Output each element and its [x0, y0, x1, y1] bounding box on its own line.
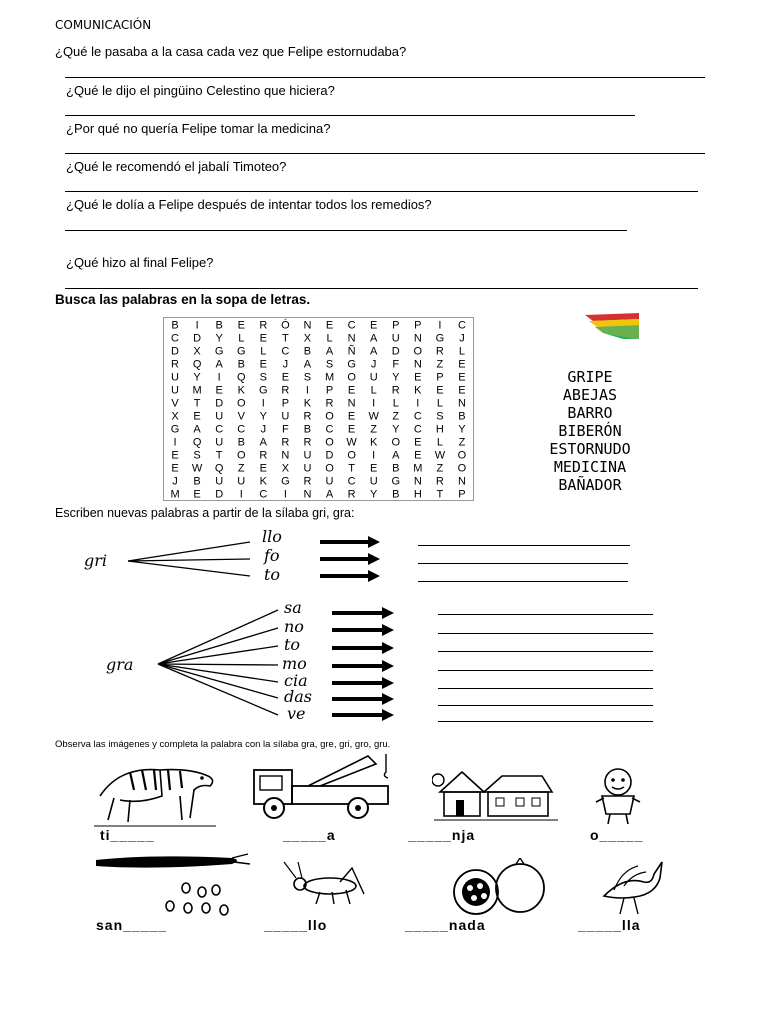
pomegranate-icon — [442, 858, 554, 918]
wordsearch-letter[interactable]: R — [435, 345, 444, 358]
wordsearch-letter[interactable]: K — [259, 475, 267, 488]
wordsearch-letter[interactable]: N — [457, 397, 466, 410]
ogre-icon — [588, 766, 648, 826]
question-2: ¿Qué le dijo el pingüino Celestino que hiciera? — [66, 83, 335, 98]
wordsearch-letter[interactable]: E — [171, 462, 179, 475]
gra-answer-line[interactable] — [438, 614, 653, 615]
wordsearch-letter[interactable]: S — [303, 371, 312, 384]
wordsearch-letter[interactable]: R — [259, 449, 268, 462]
gri-ending: llo — [262, 527, 282, 546]
wordsearch-letter[interactable]: B — [303, 423, 312, 436]
wordsearch-letter[interactable]: I — [372, 449, 376, 462]
wordsearch-letter[interactable]: U — [303, 449, 312, 462]
wordsearch-letter[interactable]: C — [171, 332, 180, 345]
wordsearch-letter[interactable]: E — [171, 449, 179, 462]
question-5: ¿Qué le dolía a Felipe después de intentar todos los remedios? — [66, 197, 432, 212]
wordsearch-letter[interactable]: U — [171, 384, 180, 397]
word-item: GRIPE — [567, 368, 613, 386]
wordsearch-letter[interactable]: I — [438, 319, 442, 332]
wordsearch-letter[interactable]: P — [392, 319, 400, 332]
wordsearch-letter[interactable]: R — [171, 358, 180, 371]
gra-ending: sa — [284, 598, 302, 617]
fill-word[interactable]: ti_____ — [100, 827, 155, 843]
wordsearch-letter[interactable]: I — [195, 319, 199, 332]
fill-word[interactable]: _____lla — [578, 917, 641, 933]
wordsearch-letter[interactable]: L — [436, 436, 443, 449]
fill-word[interactable]: _____llo — [264, 917, 328, 933]
wordsearch-letter[interactable]: R — [391, 384, 400, 397]
wordsearch-letter[interactable]: D — [391, 345, 400, 358]
wordsearch-letter[interactable]: V — [237, 410, 245, 423]
wordsearch-letter[interactable]: A — [325, 345, 334, 358]
wordsearch-letter[interactable]: G — [259, 384, 268, 397]
wordsearch-letter[interactable]: T — [193, 397, 201, 410]
wordsearch-letter[interactable]: R — [325, 397, 334, 410]
wordsearch-letter[interactable]: P — [325, 384, 334, 397]
wordsearch-letter[interactable]: A — [325, 488, 334, 500]
gra-root: gra — [106, 655, 134, 674]
wordsearch-letter[interactable]: J — [282, 358, 289, 371]
wordsearch-letter[interactable]: Y — [193, 371, 201, 384]
wordsearch-letter[interactable]: Y — [392, 371, 400, 384]
fill-word[interactable]: _____nada — [405, 917, 486, 933]
wordsearch-letter[interactable]: E — [436, 384, 444, 397]
wordsearch-letter[interactable]: X — [193, 345, 201, 358]
wordsearch-letter[interactable]: T — [215, 449, 223, 462]
question-4: ¿Qué le recomendó el jabalí Timoteo? — [66, 159, 287, 174]
fill-word[interactable]: o_____ — [590, 827, 644, 843]
wordsearch-letter[interactable]: C — [413, 410, 422, 423]
wordsearch-letter[interactable]: Y — [458, 423, 466, 436]
wordsearch-letter[interactable]: Z — [458, 436, 466, 449]
wordsearch-letter[interactable]: U — [325, 475, 334, 488]
wordsearch-letter[interactable]: Y — [370, 488, 378, 500]
wordsearch-letter[interactable]: W — [368, 410, 379, 423]
images-instruction: Observa las imágenes y completa la palabra con la sílaba gra, gre, gri, gro, gru. — [55, 739, 391, 750]
wordsearch-letter[interactable]: O — [325, 462, 334, 475]
wordsearch-letter[interactable]: E — [458, 371, 466, 384]
wordsearch-letter[interactable]: I — [305, 384, 309, 397]
gra-ending: das — [284, 687, 312, 706]
wordsearch-letter[interactable]: B — [193, 475, 201, 488]
word-item: BARRO — [567, 404, 613, 422]
gra-ending: cia — [284, 671, 308, 690]
wordsearch-letter[interactable]: W — [191, 462, 203, 475]
page-header: COMUNICACIÓN — [55, 18, 152, 32]
wordsearch-letter[interactable]: F — [392, 358, 400, 371]
wordsearch-letter[interactable]: L — [392, 397, 399, 410]
wordsearch-letter[interactable]: G — [236, 345, 246, 358]
answer-line-6[interactable] — [65, 288, 698, 289]
gra-answer-line[interactable] — [438, 670, 653, 671]
wordsearch-letter[interactable]: G — [435, 332, 445, 345]
wordsearch-letter[interactable]: L — [238, 332, 245, 345]
wordsearch-letter[interactable]: O — [347, 449, 356, 462]
answer-line-4[interactable] — [65, 191, 698, 192]
wordsearch-letter[interactable]: O — [325, 410, 334, 423]
gri-answer-line[interactable] — [418, 545, 630, 546]
gri-answer-line[interactable] — [418, 563, 628, 564]
wordsearch-letter[interactable]: D — [215, 488, 224, 500]
wordsearch-letter[interactable]: R — [303, 436, 312, 449]
wordsearch-letter[interactable]: U — [215, 475, 224, 488]
wordsearch-letter[interactable]: J — [459, 332, 465, 345]
wordsearch-letter[interactable]: E — [193, 410, 201, 423]
gra-answer-line[interactable] — [438, 633, 653, 634]
wordsearch-letter[interactable]: B — [215, 319, 223, 332]
wordsearch-letter[interactable]: M — [324, 371, 335, 384]
wordsearch-letter[interactable]: E — [193, 488, 201, 500]
wordsearch-letter[interactable]: J — [172, 475, 178, 488]
gra-answer-line[interactable] — [438, 721, 653, 722]
fill-word[interactable]: _____nja — [408, 827, 476, 843]
wordsearch-letter[interactable]: N — [457, 475, 466, 488]
wordsearch-letter[interactable]: T — [348, 462, 355, 475]
wordsearch-letter[interactable]: C — [237, 423, 246, 436]
wordsearch-letter[interactable]: L — [326, 332, 333, 345]
wordsearch-letter[interactable]: V — [171, 397, 179, 410]
wordsearch-letter[interactable]: Z — [370, 423, 378, 436]
wordsearch-letter[interactable]: Y — [215, 332, 223, 345]
wordsearch-letter[interactable]: O — [457, 449, 467, 462]
wordsearch-letter[interactable]: B — [392, 488, 400, 500]
wordsearch-letter[interactable]: B — [303, 345, 312, 358]
wordsearch-letter[interactable]: I — [416, 397, 420, 410]
question-6: ¿Qué hizo al final Felipe? — [66, 255, 214, 270]
gra-answer-line[interactable] — [438, 688, 653, 689]
wordsearch-letter[interactable]: Q — [236, 371, 246, 384]
wordsearch-letter[interactable]: P — [436, 371, 444, 384]
cricket-icon — [280, 860, 376, 906]
gra-answer-line[interactable] — [438, 651, 653, 652]
wordsearch-letter[interactable]: D — [193, 332, 202, 345]
wordsearch-letter[interactable]: K — [303, 397, 312, 410]
wordsearch-letter[interactable]: S — [193, 449, 201, 462]
wordsearch-letter[interactable]: R — [303, 475, 312, 488]
wordsearch-letter[interactable]: E — [237, 319, 245, 332]
gra-answer-line[interactable] — [438, 705, 653, 706]
crane-bird-icon — [594, 856, 670, 916]
wordsearch-letter[interactable]: R — [281, 436, 290, 449]
wordsearch-letter[interactable]: Ó — [281, 319, 290, 332]
wordsearch-letter[interactable]: Z — [436, 462, 444, 475]
gri-ending: fo — [264, 546, 280, 565]
word-item: ESTORNUDO — [549, 440, 631, 458]
wordsearch-letter[interactable]: L — [436, 397, 443, 410]
wordsearch-letter[interactable]: A — [259, 436, 267, 449]
wordsearch-letter[interactable]: A — [370, 345, 378, 358]
wordsearch-letter[interactable]: E — [347, 423, 356, 436]
gra-ending: mo — [282, 654, 307, 673]
wordsearch-letter[interactable]: U — [281, 410, 290, 423]
pencils-icon — [583, 311, 639, 341]
wordsearch-letter[interactable]: E — [215, 384, 223, 397]
wordsearch-letter[interactable]: O — [236, 449, 246, 462]
crane-truck-icon — [248, 752, 398, 824]
wordsearch-letter[interactable]: U — [215, 436, 224, 449]
gri-ending: to — [264, 565, 281, 584]
wordsearch-letter[interactable]: X — [281, 462, 290, 475]
wordsearch-letter[interactable]: O — [347, 371, 356, 384]
wordsearch-letter[interactable]: Z — [237, 462, 245, 475]
wordsearch-letter[interactable]: Q — [192, 358, 202, 371]
wordsearch-letter[interactable]: K — [370, 436, 378, 449]
wordsearch-letter[interactable]: P — [414, 319, 422, 332]
wordsearch-letter[interactable]: N — [413, 332, 422, 345]
fill-word[interactable]: _____a — [283, 827, 336, 843]
wordsearch-letter[interactable]: U — [303, 462, 312, 475]
wordsearch-letter[interactable]: W — [434, 449, 446, 462]
wordsearch-letter[interactable]: E — [347, 384, 356, 397]
wordsearch-letter[interactable]: Y — [259, 410, 267, 423]
wordsearch-letter[interactable]: A — [370, 332, 378, 345]
word-item: BIBERÓN — [558, 422, 622, 440]
answer-line-2[interactable] — [65, 115, 635, 116]
wordsearch-letter[interactable]: E — [281, 371, 290, 384]
wordsearch-letter[interactable]: O — [236, 397, 246, 410]
wordsearch-letter[interactable]: I — [261, 397, 265, 410]
word-item: ABEJAS — [562, 386, 618, 404]
wordsearch-letter[interactable]: U — [391, 332, 400, 345]
wordsearch-letter[interactable]: E — [325, 319, 334, 332]
wordsearch-letter[interactable]: R — [303, 410, 312, 423]
question-1: ¿Qué le pasaba a la casa cada vez que Felipe estornudaba? — [55, 44, 407, 59]
wordsearch-letter[interactable]: J — [260, 423, 267, 436]
wordsearch-letter[interactable]: D — [325, 449, 334, 462]
wordsearch-letter[interactable]: R — [259, 319, 268, 332]
wordsearch-letter[interactable]: B — [237, 358, 245, 371]
wordsearch-letter[interactable]: F — [282, 423, 289, 436]
wordsearch-letter[interactable]: E — [458, 358, 466, 371]
wordsearch-letter[interactable]: U — [215, 410, 224, 423]
wordsearch-letter[interactable]: C — [325, 423, 334, 436]
wordsearch-letter[interactable]: X — [303, 332, 312, 345]
wordsearch-letter[interactable]: A — [392, 449, 400, 462]
wordsearch-letter[interactable]: Z — [436, 358, 444, 371]
wordsearch-letter[interactable]: E — [259, 358, 267, 371]
wordsearch-letter[interactable]: E — [370, 462, 378, 475]
wordsearch-letter[interactable]: G — [391, 475, 401, 488]
gra-diagram — [150, 598, 400, 723]
wordsearch-letter[interactable]: I — [173, 436, 177, 449]
wordsearch-letter[interactable]: C — [457, 319, 466, 332]
wordsearch-letter[interactable]: N — [413, 358, 422, 371]
answer-line-3[interactable] — [65, 153, 705, 154]
wordsearch-letter[interactable]: Z — [392, 410, 400, 423]
wordsearch-letter[interactable]: A — [215, 358, 223, 371]
wordsearch-title: Busca las palabras en la sopa de letras. — [55, 292, 311, 307]
wordsearch-letter[interactable]: B — [458, 410, 466, 423]
wordsearch-letter[interactable]: I — [372, 397, 376, 410]
answer-line-5[interactable] — [65, 230, 627, 231]
tiger-icon — [90, 756, 220, 828]
wordsearch-letter[interactable]: S — [325, 358, 334, 371]
wordsearch-letter[interactable]: C — [215, 423, 224, 436]
wordsearch-letter[interactable]: L — [370, 384, 377, 397]
gri-root: gri — [84, 551, 108, 570]
wordsearch-letter[interactable]: E — [414, 449, 422, 462]
wordsearch-letter[interactable]: G — [347, 358, 356, 371]
wordsearch-letter[interactable]: O — [413, 345, 423, 358]
farmhouse-icon — [432, 758, 560, 824]
wordsearch-letter[interactable]: O — [325, 436, 334, 449]
syllable-instruction: Escriben nuevas palabras a partir de la sílaba gri, gra: — [55, 506, 355, 520]
wordsearch-letter[interactable]: N — [303, 488, 312, 500]
wordsearch-letter[interactable]: N — [413, 475, 422, 488]
wordsearch-letter[interactable]: M — [170, 488, 180, 500]
wordsearch-letter[interactable]: E — [370, 319, 378, 332]
wordsearch-letter[interactable]: E — [259, 332, 267, 345]
wordsearch-grid — [163, 317, 474, 501]
wordsearch-letter[interactable]: C — [259, 488, 268, 500]
wordsearch-letter[interactable]: D — [215, 397, 224, 410]
gri-diagram — [80, 528, 380, 588]
wordsearch-letter[interactable]: T — [436, 488, 444, 500]
wordsearch-letter[interactable]: U — [369, 475, 378, 488]
wordsearch-letter[interactable]: I — [239, 488, 243, 500]
wordsearch-letter[interactable]: A — [303, 358, 312, 371]
gra-ending: to — [284, 635, 301, 654]
wordsearch-letter[interactable]: T — [282, 332, 289, 345]
wordsearch-letter[interactable]: D — [171, 345, 180, 358]
wordsearch-letter[interactable]: H — [413, 488, 422, 500]
wordsearch-letter[interactable]: S — [436, 410, 444, 423]
wordsearch-letter[interactable]: M — [413, 462, 423, 475]
wordsearch-letter[interactable]: H — [435, 423, 444, 436]
question-3: ¿Por qué no quería Felipe tomar la medicina? — [66, 121, 331, 136]
wordsearch-letter[interactable]: B — [392, 462, 400, 475]
wordsearch-letter[interactable]: I — [217, 371, 221, 384]
wordsearch-letter[interactable]: E — [259, 462, 267, 475]
wordsearch-letters — [164, 318, 473, 500]
wordsearch-letter[interactable]: M — [192, 384, 202, 397]
wordsearch-letter[interactable]: R — [435, 475, 444, 488]
word-item: BAÑADOR — [558, 476, 622, 494]
wordsearch-letter[interactable]: C — [347, 475, 356, 488]
wordsearch-letter[interactable]: C — [413, 423, 422, 436]
wordsearch-letter[interactable]: N — [347, 332, 356, 345]
wordsearch-letter[interactable]: B — [237, 436, 245, 449]
wordsearch-letter[interactable]: E — [414, 371, 422, 384]
wordsearch-letter[interactable]: G — [170, 423, 180, 436]
wordsearch-letter[interactable]: O — [457, 462, 467, 475]
wordsearch-letter[interactable]: R — [347, 488, 356, 500]
wordsearch-letter[interactable]: K — [414, 384, 422, 397]
wordsearch-letter[interactable]: N — [347, 397, 356, 410]
wordsearch-letter[interactable]: G — [281, 475, 290, 488]
gra-ending: no — [284, 617, 304, 636]
wordsearch-letter[interactable]: Y — [392, 423, 400, 436]
carrot-seeds-icon — [92, 852, 252, 918]
wordsearch-letter[interactable]: Q — [214, 462, 224, 475]
wordsearch-word-list — [520, 368, 660, 494]
wordsearch-letter[interactable]: U — [237, 475, 246, 488]
wordsearch-letter[interactable]: A — [193, 423, 201, 436]
wordsearch-letter[interactable]: P — [281, 397, 290, 410]
wordsearch-letter[interactable]: U — [171, 371, 180, 384]
wordsearch-letter[interactable]: Q — [192, 436, 202, 449]
wordsearch-letter[interactable]: P — [458, 488, 466, 500]
wordsearch-letter[interactable]: C — [347, 319, 356, 332]
wordsearch-letter[interactable]: E — [458, 384, 466, 397]
wordsearch-letter[interactable]: E — [347, 410, 356, 423]
gri-answer-line[interactable] — [418, 581, 628, 582]
wordsearch-letter[interactable]: J — [370, 358, 377, 371]
wordsearch-letter[interactable]: L — [458, 345, 466, 358]
wordsearch-letter[interactable]: K — [237, 384, 245, 397]
wordsearch-letter[interactable]: X — [171, 410, 179, 423]
answer-line-1[interactable] — [65, 77, 705, 78]
wordsearch-letter[interactable]: I — [283, 488, 287, 500]
wordsearch-letter[interactable]: N — [281, 449, 290, 462]
fill-word[interactable]: san_____ — [96, 917, 168, 933]
wordsearch-letter[interactable]: L — [260, 345, 267, 358]
wordsearch-letter[interactable]: S — [259, 371, 267, 384]
wordsearch-letter[interactable]: Ñ — [347, 345, 356, 358]
wordsearch-letter[interactable]: O — [391, 436, 401, 449]
gra-ending: ve — [287, 704, 306, 723]
wordsearch-letter[interactable]: B — [171, 319, 179, 332]
wordsearch-letter[interactable]: R — [281, 384, 290, 397]
wordsearch-letter[interactable]: C — [281, 345, 290, 358]
wordsearch-letter[interactable]: W — [346, 436, 357, 449]
wordsearch-letter[interactable]: N — [303, 319, 312, 332]
wordsearch-letter[interactable]: U — [369, 371, 378, 384]
word-item: MEDICINA — [553, 458, 627, 476]
wordsearch-letter[interactable]: E — [414, 436, 422, 449]
wordsearch-letter[interactable]: G — [214, 345, 224, 358]
